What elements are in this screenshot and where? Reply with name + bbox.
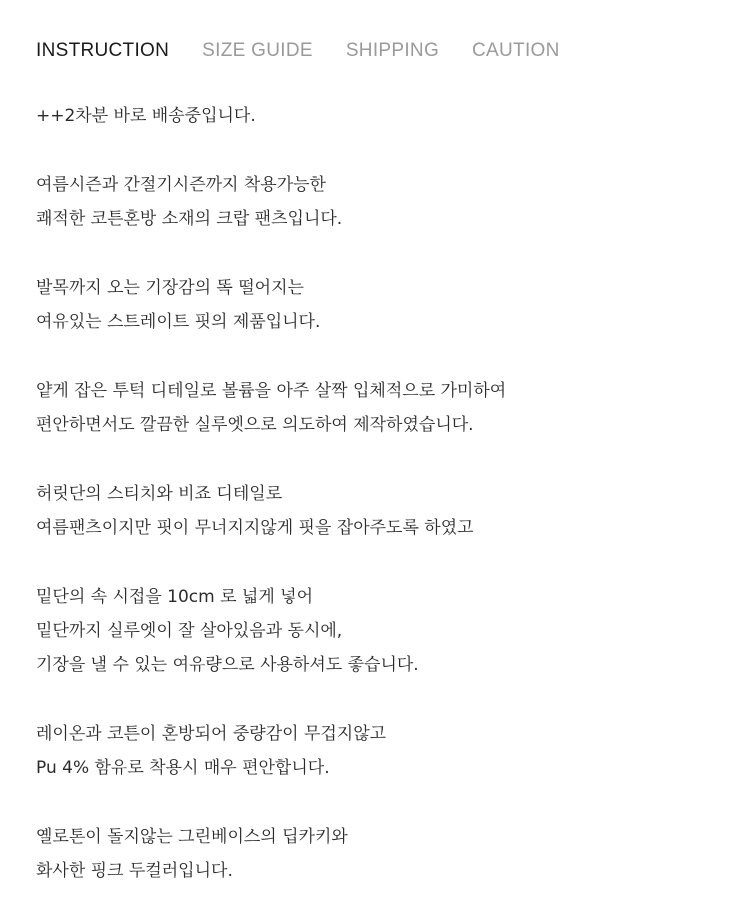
paragraph-colors bbox=[36, 820, 726, 888]
tab-shipping[interactable]: SHIPPING bbox=[345, 40, 440, 61]
text-line: 여유있는 스트레이트 핏의 제품입니다. bbox=[36, 312, 321, 332]
tab-instruction[interactable]: INSTRUCTION bbox=[36, 40, 170, 61]
paragraph-season bbox=[36, 168, 726, 236]
text-line: 여름팬츠이지만 핏이 무너지지않게 핏을 잡아주도록 하였고 bbox=[36, 518, 474, 538]
text-line: 편안하면서도 깔끔한 실루엣으로 의도하여 제작하였습니다. bbox=[36, 415, 474, 435]
text-line: 화사한 핑크 두컬러입니다. bbox=[36, 861, 233, 881]
text-line: 얕게 잡은 투턱 디테일로 볼륨을 아주 살짝 입체적으로 가미하여 bbox=[36, 381, 507, 401]
text-line: 옐로톤이 돌지않는 그린베이스의 딥카키와 bbox=[36, 827, 348, 847]
paragraph-fabric bbox=[36, 717, 726, 785]
text-line: 발목까지 오는 기장감의 똑 떨어지는 bbox=[36, 278, 304, 298]
paragraph-shipping-notice bbox=[36, 99, 726, 133]
text-line: 쾌적한 코튼혼방 소재의 크랍 팬츠입니다. bbox=[36, 209, 343, 229]
text-line: Pu 4% 함유로 착용시 매우 편안합니다. bbox=[36, 758, 330, 778]
text-line: 레이온과 코튼이 혼방되어 중량감이 무겁지않고 bbox=[36, 724, 387, 744]
paragraph-waist-detail bbox=[36, 477, 726, 545]
paragraph-hem bbox=[36, 580, 726, 682]
tab-bar bbox=[36, 36, 593, 66]
paragraph-tuck-detail bbox=[36, 374, 726, 442]
text-line: 기장을 낼 수 있는 여유량으로 사용하셔도 좋습니다. bbox=[36, 655, 419, 675]
tab-size-guide[interactable]: SIZE GUIDE bbox=[202, 40, 313, 61]
text-line: 허릿단의 스티치와 비죠 디테일로 bbox=[36, 484, 283, 504]
text-line: 밑단의 속 시접을 10cm 로 넓게 넣어 bbox=[36, 587, 314, 607]
text-line: ++2차분 바로 배송중입니다. bbox=[36, 106, 256, 126]
text-line: 여름시즌과 간절기시즌까지 착용가능한 bbox=[36, 175, 326, 195]
paragraph-fit bbox=[36, 271, 726, 339]
instruction-content bbox=[36, 99, 726, 923]
tab-caution[interactable]: CAUTION bbox=[472, 40, 560, 61]
text-line: 밑단까지 실루엣이 잘 살아있음과 동시에, bbox=[36, 621, 343, 641]
